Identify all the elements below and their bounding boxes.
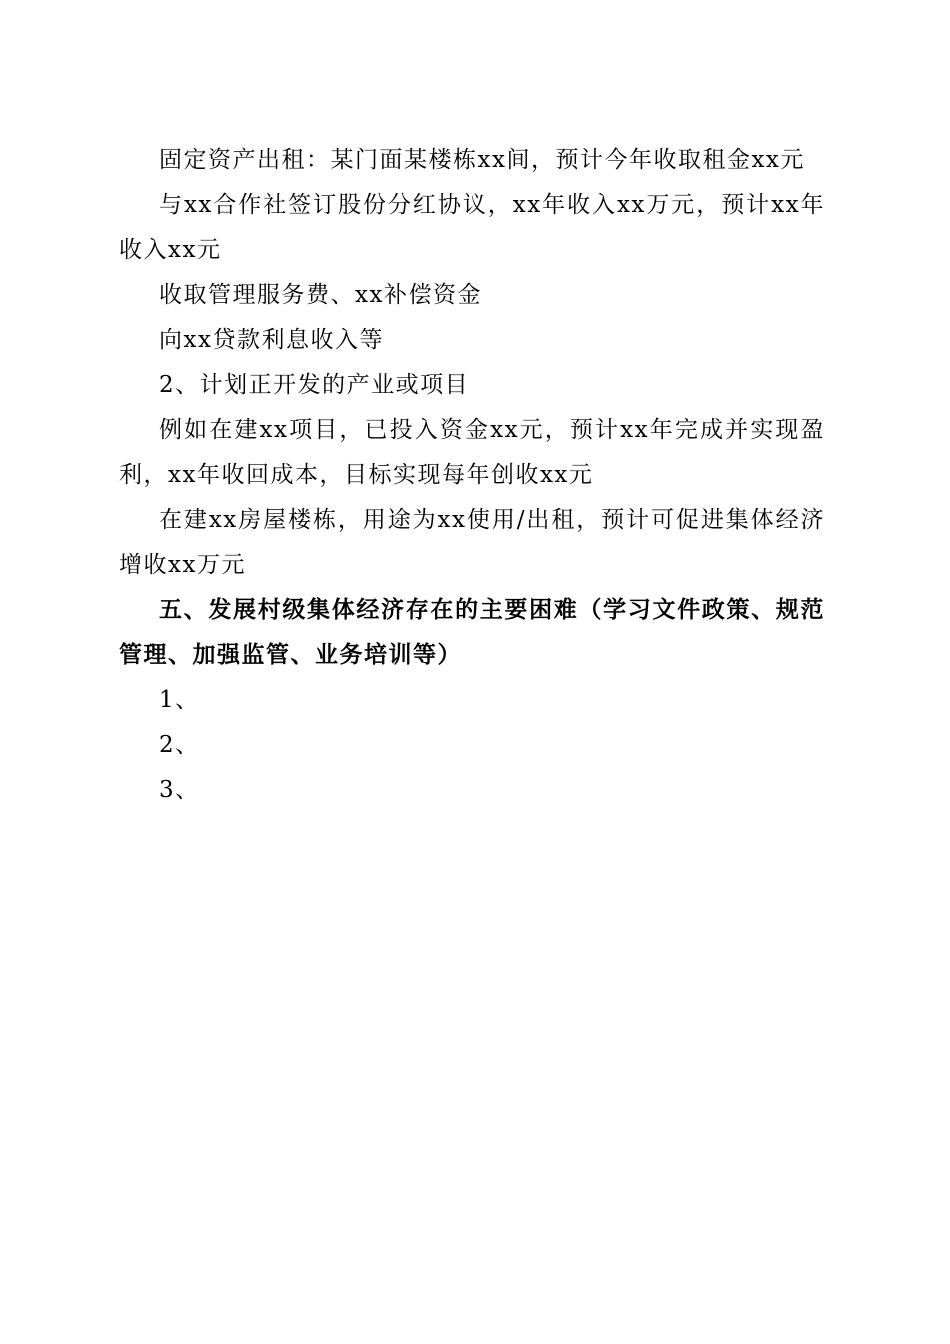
paragraph-management-fee: 收取管理服务费、xx补偿资金	[159, 282, 482, 308]
section-heading-difficulties: 五、发展村级集体经济存在的主要困难（学习文件政策、规范管理、加强监管、业务培训等）	[119, 597, 825, 668]
list-item-2: 2、	[159, 732, 200, 758]
paragraph-loan-interest: 向xx贷款利息收入等	[159, 327, 384, 353]
list-item-1: 1、	[159, 687, 200, 713]
paragraph-planned-projects: 2、计划正开发的产业或项目	[159, 372, 470, 398]
paragraph-project-example: 例如在建xx项目，已投入资金xx元，预计xx年完成并实现盈利，xx年收回成本，目标实现每年创收xx元	[119, 417, 825, 488]
paragraph-building-example: 在建xx房屋楼栋，用途为xx使用/出租，预计可促进集体经济增收xx万元	[119, 507, 825, 578]
paragraph-fixed-asset-rental: 固定资产出租：某门面某楼栋xx间，预计今年收取租金xx元	[159, 147, 805, 173]
document-body	[119, 138, 825, 813]
paragraph-cooperative-dividend: 与xx合作社签订股份分红协议，xx年收入xx万元，预计xx年收入xx元	[119, 192, 825, 263]
list-item-3: 3、	[159, 777, 200, 803]
